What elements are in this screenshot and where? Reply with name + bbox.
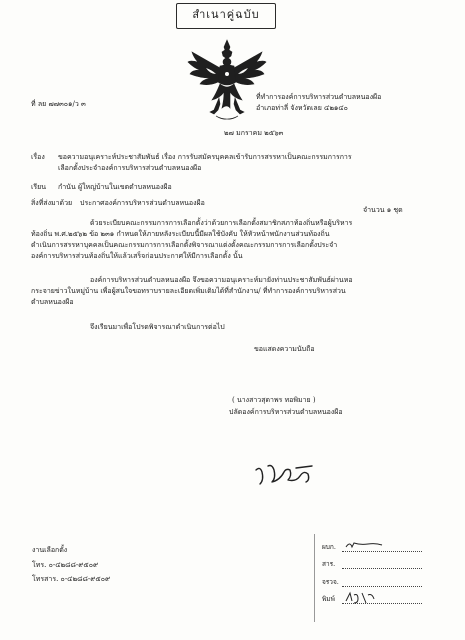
sender-address: อำเภอท่าลี่ จังหวัดเลย ๔๒๑๔๐ [256, 104, 348, 112]
footer-fax: โทรสาร. ๐-๔๒๘๘-๙๕๐๙ [32, 575, 111, 583]
initial-scribble-icon [344, 539, 384, 551]
initials-label-4: พิมพ์ [322, 595, 335, 603]
subject-label: เรื่อง [31, 153, 45, 161]
initial-scribble-icon [344, 591, 384, 605]
signer-name: ( นางสาวสุดาพร ทอพิมาย ) [232, 396, 316, 404]
footer-phone: โทร. ๐-๔๒๘๘-๙๕๐๙ [32, 561, 99, 569]
document-date: ๒๗ มกราคม ๒๕๖๓ [224, 129, 284, 137]
enclosure-label: สิ่งที่ส่งมาด้วย [31, 199, 73, 207]
body-p1-line-4: องค์การบริหารส่วนท้องถิ่นให้แล้วเสร็จก่อนประกาศให้มีการเลือกตั้ง นั้น [31, 252, 243, 260]
closing-request: จึงเรียนมาเพื่อโปรดพิจารณาดำเนินการต่อไป [90, 323, 225, 331]
signature-scribble-icon [252, 462, 332, 488]
initials-label-2: สาร. [322, 560, 336, 568]
body-p1-line-2: ท้องถิ่น พ.ศ.๒๕๖๒ ข้อ ๒๓๑ กำหนดให้ภายหลังระเบียบนี้มีผลใช้บังคับ ให้หัวหน้าพนักงานส่วนท้องถิ่น [31, 230, 330, 238]
initials-block-border [314, 534, 315, 622]
body-p1-line-3: ดำเนินการสรรหาบุคคลเป็นคณะกรรมการการเลือกตั้งพิจารณาแต่งตั้งคณะกรรมการการเลือกตั้งประจำ [31, 241, 338, 249]
document-number: ที่ ลย ๗๗๓๐๑/ว ๓ [31, 100, 86, 108]
copy-stamp: สำเนาคู่ฉบับ [176, 3, 276, 29]
initials-row-4 [322, 595, 442, 607]
footer-department: งานเลือกตั้ง [32, 546, 68, 554]
initials-row-1 [322, 543, 442, 555]
sender-organization: ที่ทำการองค์การบริหารส่วนตำบลหนองผือ [256, 93, 382, 101]
enclosure-text: ประกาศองค์การบริหารส่วนตำบลหนองผือ [80, 199, 205, 207]
regards-text: ขอแสดงความนับถือ [254, 345, 315, 353]
recipient-label: เรียน [31, 183, 47, 191]
initials-row-2 [322, 560, 442, 572]
initials-label-1: ผบก. [322, 543, 336, 551]
body-p2-line-3: ตำบลหนองผือ [31, 298, 74, 306]
initials-label-3: จรวจ. [322, 578, 339, 586]
body-p1-line-1: ด้วยระเบียบคณะกรรมการการเลือกตั้งว่าด้วยการเลือกตั้งสมาชิกสภาท้องถิ่นหรือผู้บริหาร [90, 219, 353, 227]
subject-line-1: ขอความอนุเคราะห์ประชาสัมพันธ์ เรื่อง การรับสมัครบุคคลเข้ารับการสรรหาเป็นคณะกรรมการการ [58, 153, 352, 161]
initials-row-3 [322, 578, 442, 590]
recipient-text: กำนัน ผู้ใหญ่บ้านในเขตตำบลหนองผือ [58, 183, 172, 191]
signer-position: ปลัดองค์การบริหารส่วนตำบลหนองผือ [229, 408, 343, 416]
subject-line-2: เลือกตั้งประจำองค์การบริหารส่วนตำบลหนองผือ [58, 164, 202, 172]
enclosure-quantity: จำนวน ๑ ชุด [363, 206, 403, 214]
body-p2-line-2: กระจายข่าวในหมู่บ้าน เพื่อผู้สนใจขอทราบรายละเอียดเพิ่มเติมได้ที่สำนักงาน/ ที่ทำการองค์การบริหารส่วน [31, 287, 346, 295]
body-p2-line-1: องค์การบริหารส่วนตำบลหนองผือ จึงขอความอนุเคราะห์มายังท่านประชาสัมพันธ์ผ่านหอ [90, 276, 353, 284]
